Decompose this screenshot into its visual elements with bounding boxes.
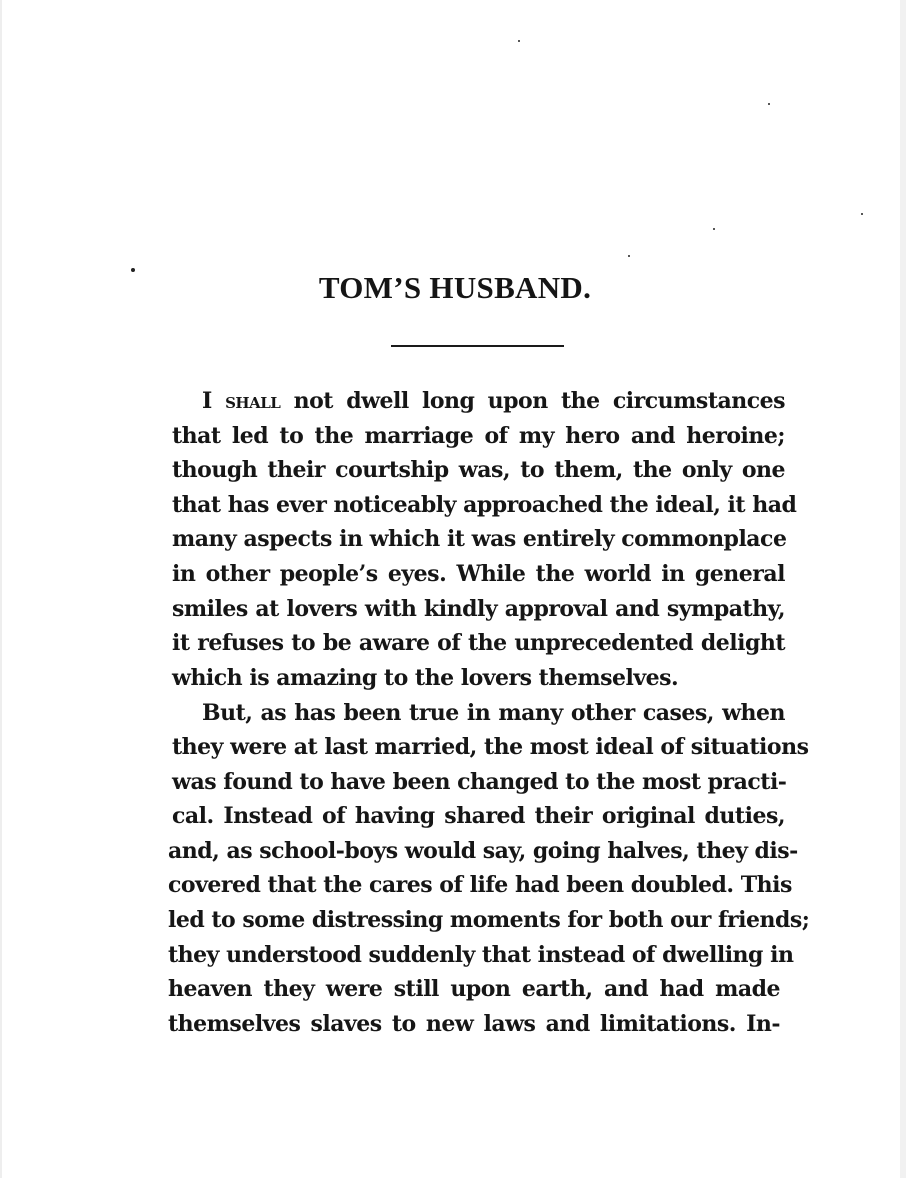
scan-speck bbox=[628, 255, 630, 257]
paragraph-2-line-6: covered that the cares of life had been doubled. This bbox=[168, 872, 792, 898]
paragraph-1-line-8: it refuses to be aware of the unprecedented delight bbox=[172, 630, 785, 656]
paragraph-2-line-1: But, as has been true in many other cases, when bbox=[202, 700, 785, 726]
text-line: not dwell long upon the circumstances bbox=[293, 388, 786, 414]
paragraph-2-line-4: cal. Instead of having shared their original duties, bbox=[172, 803, 785, 829]
paragraph-2-line-5: and, as school-boys would say, going halves, they dis- bbox=[168, 838, 798, 864]
paragraph-1-line-1 bbox=[202, 386, 785, 416]
paragraph-lead-smallcaps: shall bbox=[225, 388, 281, 414]
chapter-title: TOM’S HUSBAND. bbox=[318, 270, 592, 305]
paragraph-2-line-3: was found to have been changed to the most practi- bbox=[172, 769, 787, 795]
paragraph-lead-word: I bbox=[202, 388, 212, 414]
paragraph-2-line-10: themselves slaves to new laws and limitations. In- bbox=[168, 1011, 780, 1037]
paragraph-2-line-8: they understood suddenly that instead of dwelling in bbox=[168, 942, 794, 968]
paragraph-2-line-9: heaven they were still upon earth, and had made bbox=[168, 976, 780, 1002]
paragraph-1-line-5: many aspects in which it was entirely commonplace bbox=[172, 526, 787, 552]
scan-speck bbox=[768, 103, 770, 105]
scan-speck bbox=[713, 228, 715, 230]
paragraph-1-line-6: in other people’s eyes. While the world in general bbox=[172, 561, 785, 587]
title-divider bbox=[391, 345, 564, 347]
paragraph-2-line-7: led to some distressing moments for both our friends; bbox=[168, 907, 810, 933]
paragraph-1-line-7: smiles at lovers with kindly approval and sympathy, bbox=[172, 596, 785, 622]
paragraph-1-line-4: that has ever noticeably approached the ideal, it had bbox=[172, 492, 797, 518]
paragraph-1-line-9: which is amazing to the lovers themselves. bbox=[172, 665, 679, 691]
paragraph-1-line-2: that led to the marriage of my hero and heroine; bbox=[172, 423, 785, 449]
scan-speck bbox=[861, 213, 863, 215]
scan-speck bbox=[518, 40, 520, 42]
paragraph-1-line-3: though their courtship was, to them, the only one bbox=[172, 457, 785, 483]
paragraph-2-line-2: they were at last married, the most ideal of situations bbox=[172, 734, 809, 760]
